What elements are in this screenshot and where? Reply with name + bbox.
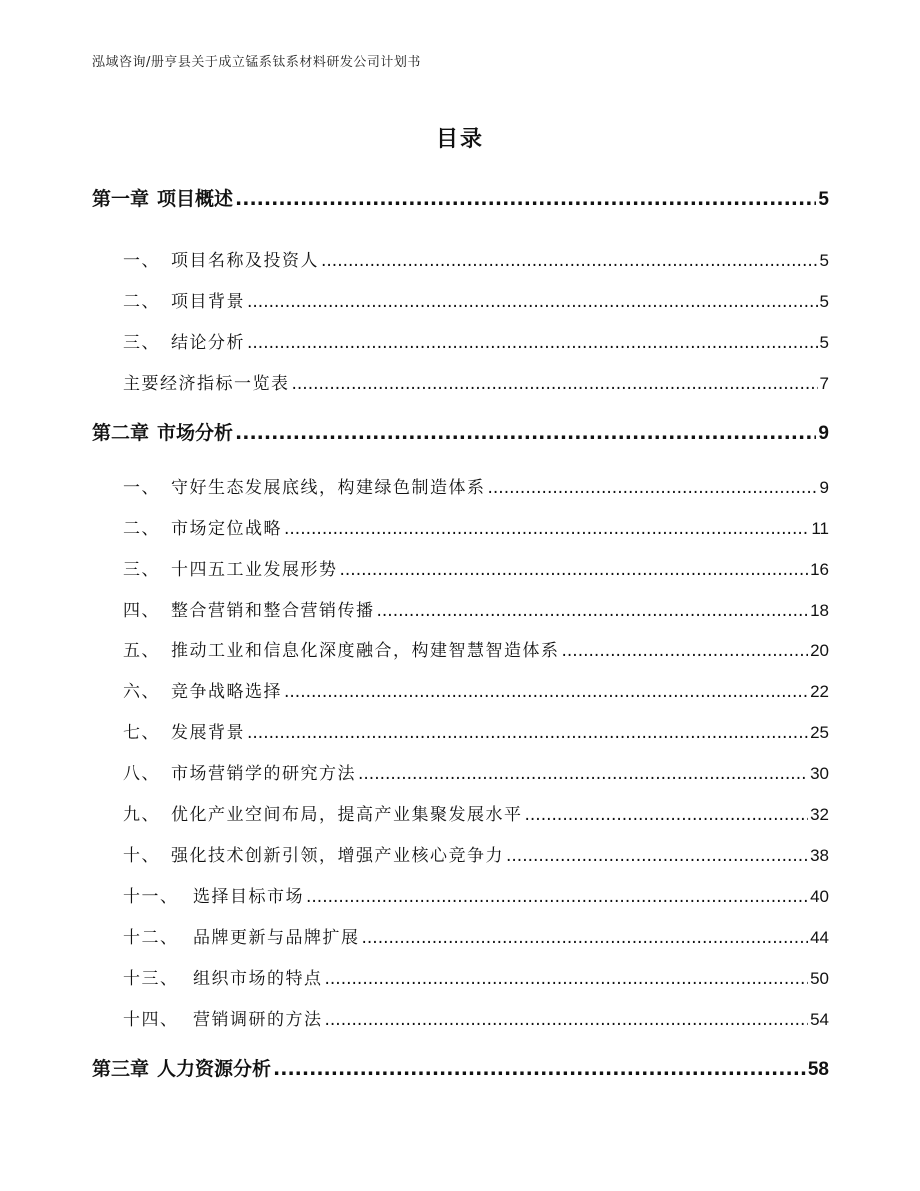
toc-chapter-label: 人力资源分析 [157, 1058, 272, 1080]
toc-leader-dots [247, 723, 808, 743]
toc-section-label: 结论分析 [171, 333, 245, 353]
toc-section-label: 推动工业和信息化深度融合，构建智慧智造体系 [171, 641, 560, 661]
toc-section-label: 项目背景 [171, 292, 245, 312]
toc-section-2-7[interactable] [123, 718, 829, 743]
toc-page-number: 18 [810, 601, 829, 620]
toc-chapter-label: 市场分析 [157, 422, 234, 444]
toc-page-number: 38 [810, 846, 829, 865]
toc-chapter-number: 第一章 [92, 188, 150, 210]
toc-section-label: 强化技术创新引领，增强产业核心竞争力 [171, 846, 504, 866]
toc-section-label: 品牌更新与品牌扩展 [193, 928, 360, 948]
toc-leader-dots [525, 805, 809, 825]
toc-section-1-4[interactable] [123, 369, 829, 394]
toc-leader-dots [488, 478, 818, 498]
toc-section-number: 三、 [123, 333, 160, 353]
toc-section-number: 十四、 [123, 1010, 179, 1030]
toc-section-label: 守好生态发展底线，构建绿色制造体系 [171, 478, 486, 498]
toc-section-number: 二、 [123, 519, 160, 539]
toc-page-number: 16 [810, 560, 829, 579]
toc-section-2-9[interactable] [123, 800, 829, 825]
toc-section-2-14[interactable] [123, 1005, 829, 1030]
toc-leader-dots [340, 560, 809, 580]
toc-section-2-5[interactable] [123, 636, 829, 661]
toc-title: 目录 [435, 127, 484, 152]
toc-page-number: 58 [807, 1059, 829, 1080]
toc-section-number: 七、 [123, 723, 160, 743]
toc-leader-dots [247, 333, 818, 353]
toc-leader-dots [377, 601, 809, 621]
toc-section-label: 组织市场的特点 [193, 969, 323, 989]
toc-section-label: 优化产业空间布局，提高产业集聚发展水平 [171, 805, 523, 825]
toc-page-number: 7 [819, 374, 829, 393]
toc-section-number: 九、 [123, 805, 160, 825]
toc-page-number: 40 [810, 887, 829, 906]
toc-leader-dots [235, 188, 816, 210]
toc-section-number: 十一、 [123, 887, 179, 907]
toc-section-number: 四、 [123, 601, 160, 621]
toc-section-number: 八、 [123, 764, 160, 784]
toc-leader-dots [284, 519, 809, 539]
toc-leader-dots [284, 682, 808, 702]
toc-section-number: 一、 [123, 251, 160, 271]
toc-leader-dots [321, 251, 818, 271]
toc-section-label: 竞争战略选择 [171, 682, 282, 702]
toc-leader-dots [247, 292, 818, 312]
toc-leader-dots [358, 764, 808, 784]
toc-page-number: 9 [818, 423, 829, 444]
toc-section-label: 主要经济指标一览表 [123, 374, 290, 394]
toc-section-number: 三、 [123, 560, 160, 580]
toc-section-2-3[interactable] [123, 555, 829, 580]
toc-section-2-1[interactable] [123, 473, 829, 498]
toc-section-label: 选择目标市场 [193, 887, 304, 907]
toc-page-number: 5 [819, 292, 829, 311]
toc-section-label: 整合营销和整合营销传播 [171, 601, 375, 621]
toc-chapter-3[interactable] [92, 1054, 829, 1081]
toc-section-1-1[interactable] [123, 246, 829, 271]
toc-page-number: 11 [811, 519, 829, 538]
toc-page-number: 50 [810, 969, 829, 988]
toc-chapter-number: 第二章 [92, 422, 150, 444]
toc-chapter-label: 项目概述 [157, 188, 234, 210]
toc-section-2-8[interactable] [123, 759, 829, 784]
toc-section-label: 十四五工业发展形势 [171, 560, 338, 580]
toc-chapter-2[interactable] [92, 418, 829, 445]
toc-section-number: 二、 [123, 292, 160, 312]
toc-page-number: 25 [810, 723, 829, 742]
toc-section-number: 十三、 [123, 969, 179, 989]
toc-section-label: 市场定位战略 [171, 519, 282, 539]
toc-section-2-6[interactable] [123, 677, 829, 702]
toc-leader-dots [292, 374, 818, 394]
toc-leader-dots [235, 422, 816, 444]
toc-section-2-4[interactable] [123, 596, 829, 621]
toc-leader-dots [325, 969, 809, 989]
toc-leader-dots [562, 641, 809, 661]
toc-leader-dots [273, 1058, 806, 1080]
toc-section-label: 营销调研的方法 [193, 1010, 323, 1030]
toc-section-number: 十二、 [123, 928, 179, 948]
toc-section-label: 项目名称及投资人 [171, 251, 319, 271]
toc-page-number: 20 [810, 641, 829, 660]
toc-chapter-1[interactable] [92, 184, 829, 211]
toc-section-number: 十、 [123, 846, 160, 866]
toc-section-2-2[interactable] [123, 514, 829, 539]
toc-leader-dots [362, 928, 809, 948]
toc-page-number: 32 [810, 805, 829, 824]
toc-page-number: 5 [818, 189, 829, 210]
toc-page-number: 9 [819, 478, 829, 497]
toc-section-1-2[interactable] [123, 287, 829, 312]
toc-page-number: 44 [810, 928, 829, 947]
toc-section-label: 发展背景 [171, 723, 245, 743]
toc-leader-dots [325, 1010, 809, 1030]
toc-page-number: 30 [810, 764, 829, 783]
toc-page-number: 22 [810, 682, 829, 701]
toc-leader-dots [306, 887, 808, 907]
toc-section-2-11[interactable] [123, 882, 829, 907]
toc-page-number: 5 [819, 333, 829, 352]
toc-chapter-number: 第三章 [92, 1058, 150, 1080]
toc-leader-dots [506, 846, 808, 866]
toc-page-number: 5 [819, 251, 829, 270]
toc-section-2-12[interactable] [123, 923, 829, 948]
toc-section-number: 六、 [123, 682, 160, 702]
toc-section-number: 五、 [123, 641, 160, 661]
page-header: 泓域咨询/册亨县关于成立锰系钛系材料研发公司计划书 [92, 55, 421, 70]
toc-section-2-10[interactable] [123, 841, 829, 866]
toc-page-number: 54 [810, 1010, 829, 1029]
toc-section-label: 市场营销学的研究方法 [171, 764, 356, 784]
toc-section-number: 一、 [123, 478, 160, 498]
toc-section-1-3[interactable] [123, 328, 829, 353]
toc-section-2-13[interactable] [123, 964, 829, 989]
